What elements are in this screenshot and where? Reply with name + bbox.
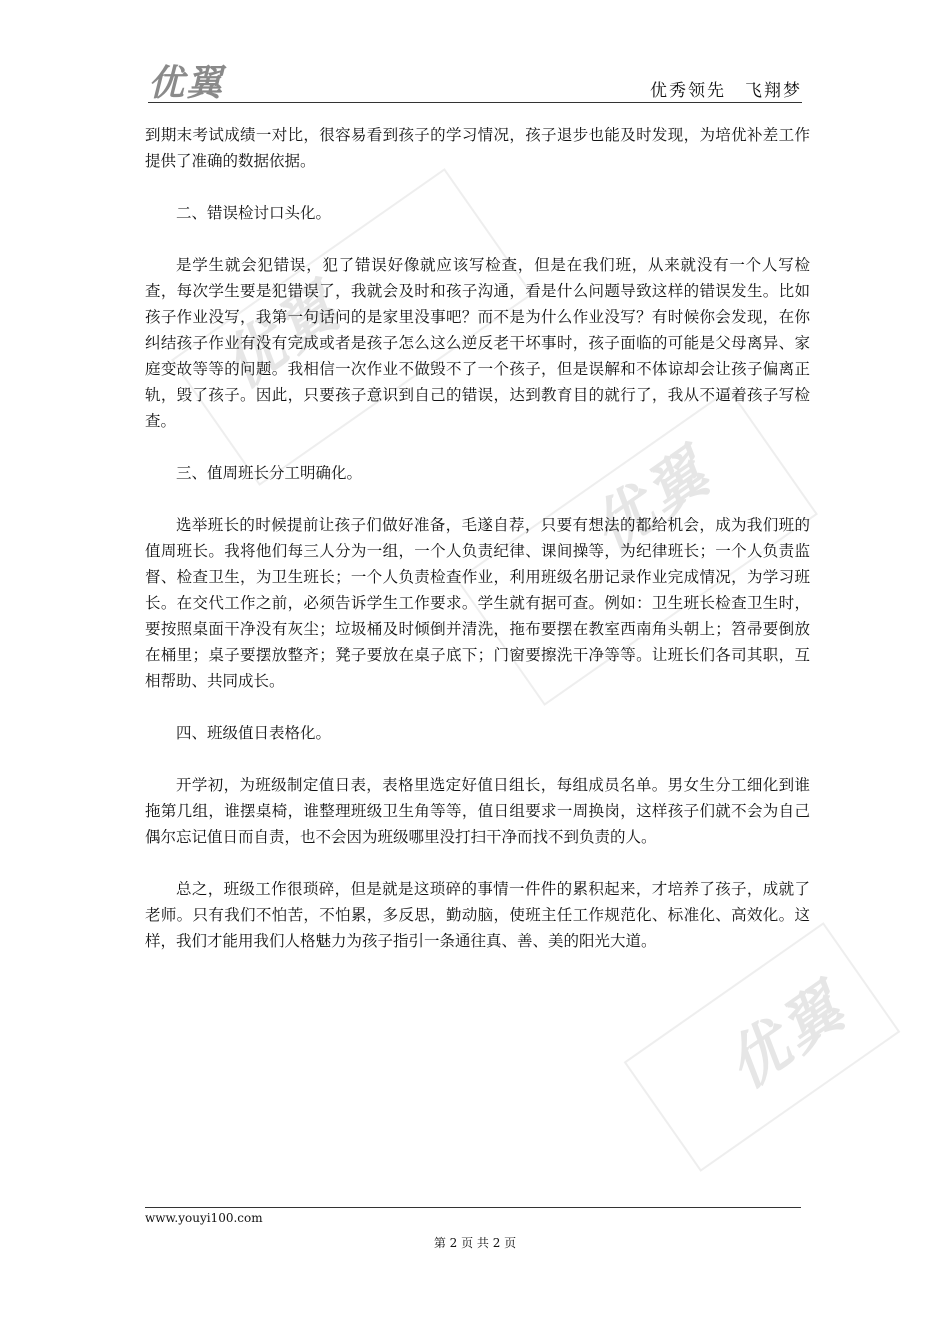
footer-website: www.youyi100.com — [145, 1211, 263, 1225]
watermark: 优翼 — [714, 971, 860, 1103]
paragraph-3: 选举班长的时候提前让孩子们做好准备，毛遂自荐，只要有想法的都给机会，成为我们班的值周班长。我将他们每三人分为一组，一个人负责纪律、课间操等，为纪律班长；一个人负责监督、检查卫生，为卫生班长；一个人负责检查作业，利用班级名册记录作业完成情况，为学习班长。在交代工作之前，必须告诉学生工作要求。学生就有据可查。例如：卫生班长检查卫生时，要按照桌面干净没有灰尘；垃圾桶及时倾倒并清洗，拖布要摆在教室西南角头朝上；笤帚要倒放在桶里；桌子要摆放整齐；凳子要放在桌子底下；门窗要擦洗干净等等。让班长们各司其职，互相帮助、共同成长。 — [145, 516, 810, 690]
section-heading-4: 四、班级值日表格化。 — [176, 724, 332, 742]
watermark-frame — [624, 922, 901, 1172]
paragraph-continued: 到期末考试成绩一对比，很容易看到孩子的学习情况，孩子退步也能及时发现，为培优补差工作提供了准确的数据依据。 — [145, 126, 810, 170]
logo-text: 优翼 — [148, 63, 225, 104]
section-heading-3: 三、值周班长分工明确化。 — [176, 464, 363, 482]
paragraph-conclusion: 总之，班级工作很琐碎，但是就是这琐碎的事情一件件的累积起来，才培养了孩子，成就了老师。只有我们不怕苦，不怕累，多反思，勤动脑，使班主任工作规范化、标准化、高效化。这样，我们才能用我们人格魅力为孩子指引一条通往真、善、美的阳光大道。 — [145, 880, 810, 950]
section-heading-2: 二、错误检讨口头化。 — [176, 204, 332, 222]
watermark: 优翼 — [209, 271, 355, 403]
paragraph-4: 开学初，为班级制定值日表，表格里选定好值日组长，每组成员名单。男女生分工细化到谁拖第几组，谁摆桌椅，谁整理班级卫生角等等，值日组要求一周换岗，这样孩子们就不会为自己偶尔忘记值日而自责，也不会因为班级哪里没打扫干净而找不到负责的人。 — [145, 776, 810, 846]
header-slogan: 优秀领先 飞翔梦 — [650, 81, 802, 101]
page-number: 第 2 页 共 2 页 — [433, 1236, 517, 1250]
header-divider — [148, 102, 802, 103]
document-body — [145, 122, 810, 954]
paragraph-2: 是学生就会犯错误，犯了错误好像就应该写检查，但是在我们班，从来就没有一个人写检查，每次学生要是犯错误了，我就会及时和孩子沟通，看是什么问题导致这样的错误发生。比如孩子作业没写，我第一句话问的是家里没事吧？而不是为什么作业没写？有时候你会发现，在你纠结孩子作业有没有完成或者是孩子怎么这么逆反老干坏事时，孩子面临的可能是父母离异、家庭变故等等的问题。我相信一次作业不做毁不了一个孩子，但是误解和不体谅却会让孩子偏离正轨，毁了孩子。因此，只要孩子意识到自己的错误，达到教育目的就行了，我从不逼着孩子写检查。 — [145, 256, 810, 430]
footer-divider — [145, 1207, 801, 1208]
logo — [148, 62, 248, 106]
watermark: 优翼 — [579, 436, 725, 568]
